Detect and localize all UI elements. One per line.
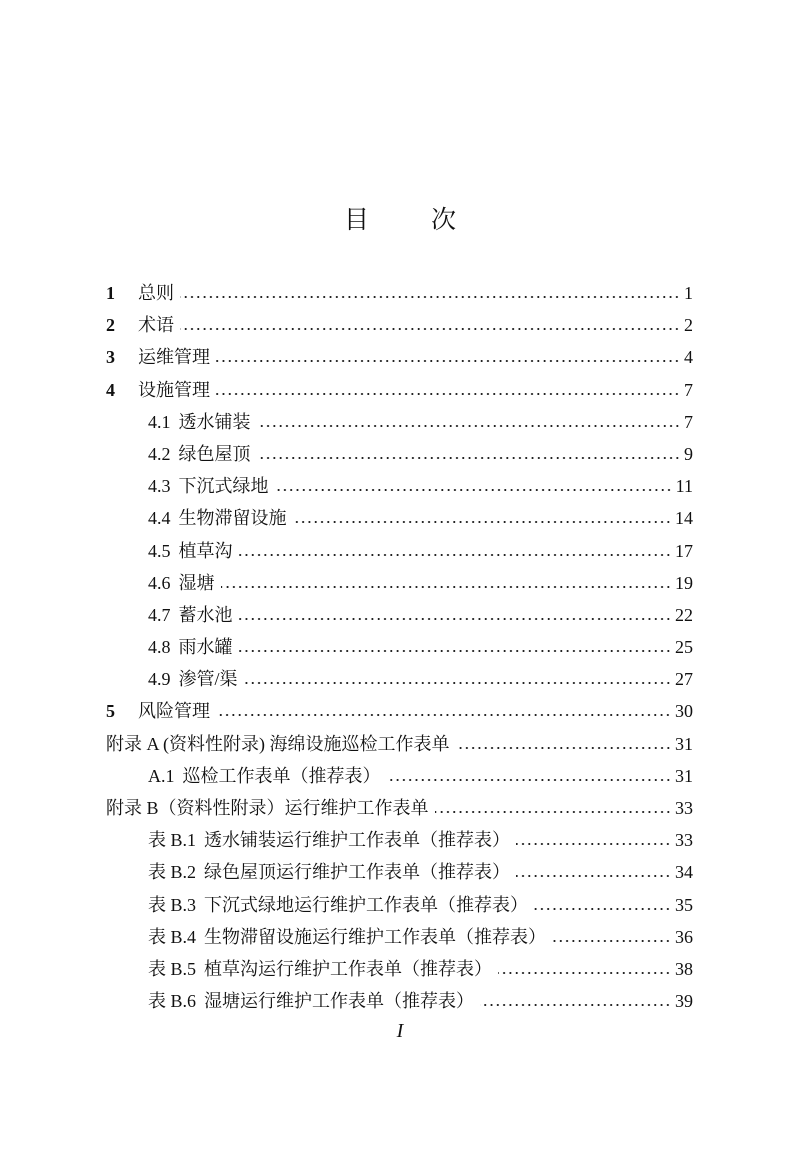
toc-entry[interactable] [106, 892, 693, 924]
title-right: 次 [431, 207, 457, 234]
dot-leader [239, 553, 672, 557]
page-number: I [396, 1020, 404, 1042]
section-number: 4.4 [148, 508, 171, 529]
entry-title: 湿塘 [178, 572, 215, 593]
dot-leader [387, 778, 672, 782]
toc-entry[interactable] [106, 795, 693, 827]
entry-title: 透水铺装 [178, 411, 251, 432]
entry-page: 27 [675, 669, 693, 690]
toc-entry[interactable] [106, 280, 693, 312]
dot-leader [216, 359, 680, 363]
entry-page: 4 [684, 347, 693, 368]
toc-entry[interactable] [106, 731, 693, 763]
entry-page: 7 [684, 379, 693, 400]
title-left: 目 [343, 207, 369, 234]
dot-leader [534, 907, 671, 911]
entry-title: 下沉式绿地运行维护工作表单（推荐表） [204, 894, 529, 915]
section-number: 表 B.6 [148, 991, 197, 1012]
section-number: 表 B.3 [148, 894, 197, 915]
section-number: 4.5 [148, 540, 171, 561]
toc-entry[interactable] [106, 924, 693, 956]
entry-page: 11 [675, 476, 693, 497]
dot-leader [244, 681, 671, 685]
entry-page: 38 [675, 958, 693, 979]
entry-title: 渗管/渠 [178, 669, 238, 690]
chapter-number: 1 [106, 283, 115, 303]
entry-page: 9 [684, 443, 693, 464]
entry-page: 33 [675, 830, 693, 851]
entry-title: 总则 [138, 283, 174, 303]
toc-entry[interactable] [106, 763, 693, 795]
table-of-contents [106, 280, 693, 1020]
dot-leader [239, 649, 672, 653]
entry-page: 35 [675, 894, 693, 915]
toc-entry[interactable] [106, 409, 693, 441]
section-number: 4.3 [148, 476, 171, 497]
section-number: 4.1 [148, 411, 171, 432]
toc-entry[interactable] [106, 344, 693, 376]
entry-page: 39 [675, 991, 693, 1012]
entry-title: 生物滞留设施 [178, 508, 287, 529]
entry-title: 雨水罐 [178, 637, 233, 658]
dot-leader [516, 842, 671, 846]
section-number: 4.9 [148, 669, 171, 690]
entry-page: 33 [675, 798, 693, 818]
entry-title: 湿塘运行维护工作表单（推荐表） [204, 991, 475, 1012]
toc-entry[interactable] [106, 538, 693, 570]
entry-title: 绿色屋顶运行维护工作表单（推荐表） [204, 862, 511, 883]
entry-page: 7 [684, 411, 693, 432]
section-number: 表 B.4 [148, 926, 197, 947]
entry-page: 14 [675, 508, 693, 529]
toc-entry[interactable] [106, 666, 693, 698]
toc-entry[interactable] [106, 859, 693, 891]
chapter-number: 3 [106, 347, 115, 368]
dot-leader [216, 713, 671, 717]
dot-leader [456, 746, 672, 750]
section-number: 4.8 [148, 637, 171, 658]
chapter-number: 4 [106, 379, 115, 400]
toc-entry[interactable] [106, 441, 693, 473]
page-title [0, 200, 800, 236]
entry-title: 设施管理 [138, 379, 210, 400]
entry-title: 蓄水池 [178, 604, 233, 625]
dot-leader [221, 585, 672, 589]
dot-leader [239, 617, 672, 621]
entry-page: 17 [675, 540, 693, 561]
toc-entry[interactable] [106, 956, 693, 988]
entry-title: 附录 B（资料性附录）运行维护工作表单 [106, 798, 429, 818]
entry-page: 36 [675, 926, 693, 947]
entry-page: 22 [675, 604, 693, 625]
toc-entry[interactable] [106, 988, 693, 1020]
entry-title: 术语 [138, 315, 174, 336]
dot-leader [180, 327, 680, 331]
toc-entry[interactable] [106, 570, 693, 602]
entry-page: 31 [675, 733, 693, 754]
section-number: 表 B.2 [148, 862, 197, 883]
entry-title: 植草沟 [178, 540, 233, 561]
entry-page: 34 [675, 862, 693, 883]
dot-leader [257, 424, 681, 428]
section-number: 4.2 [148, 443, 171, 464]
entry-title: 植草沟运行维护工作表单（推荐表） [204, 958, 493, 979]
section-number: 表 B.5 [148, 958, 197, 979]
toc-entry[interactable] [106, 377, 693, 409]
dot-leader [516, 874, 671, 878]
entry-page: 31 [675, 765, 693, 786]
dot-leader [216, 392, 680, 396]
entry-title: 巡检工作表单（推荐表） [182, 765, 381, 786]
section-number: 表 B.1 [148, 830, 197, 851]
toc-entry[interactable] [106, 473, 693, 505]
entry-title: 透水铺装运行维护工作表单（推荐表） [204, 830, 511, 851]
section-number: A.1 [148, 765, 175, 786]
dot-leader [498, 971, 671, 975]
dot-leader [435, 810, 671, 814]
dot-leader [257, 456, 681, 460]
chapter-number: 5 [106, 701, 115, 722]
entry-title: 绿色屋顶 [178, 443, 251, 464]
entry-title: 附录 A (资料性附录) 海绵设施巡检工作表单 [106, 733, 450, 754]
entry-page: 19 [675, 572, 693, 593]
entry-title: 生物滞留设施运行维护工作表单（推荐表） [204, 926, 547, 947]
entry-page: 1 [684, 283, 693, 303]
entry-title: 下沉式绿地 [178, 476, 269, 497]
entry-page: 2 [684, 315, 693, 336]
section-number: 4.6 [148, 572, 171, 593]
entry-title: 运维管理 [138, 347, 210, 368]
toc-entry[interactable] [106, 698, 693, 730]
dot-leader [552, 939, 671, 943]
entry-page: 30 [675, 701, 693, 722]
toc-entry[interactable] [106, 827, 693, 859]
toc-entry[interactable] [106, 602, 693, 634]
dot-leader [180, 295, 680, 299]
dot-leader [480, 1003, 671, 1007]
entry-page: 25 [675, 637, 693, 658]
entry-title: 风险管理 [138, 701, 210, 722]
toc-entry[interactable] [106, 312, 693, 344]
toc-entry[interactable] [106, 505, 693, 537]
section-number: 4.7 [148, 604, 171, 625]
dot-leader [275, 488, 672, 492]
dot-leader [293, 520, 672, 524]
toc-entry[interactable] [106, 634, 693, 666]
chapter-number: 2 [106, 315, 115, 336]
